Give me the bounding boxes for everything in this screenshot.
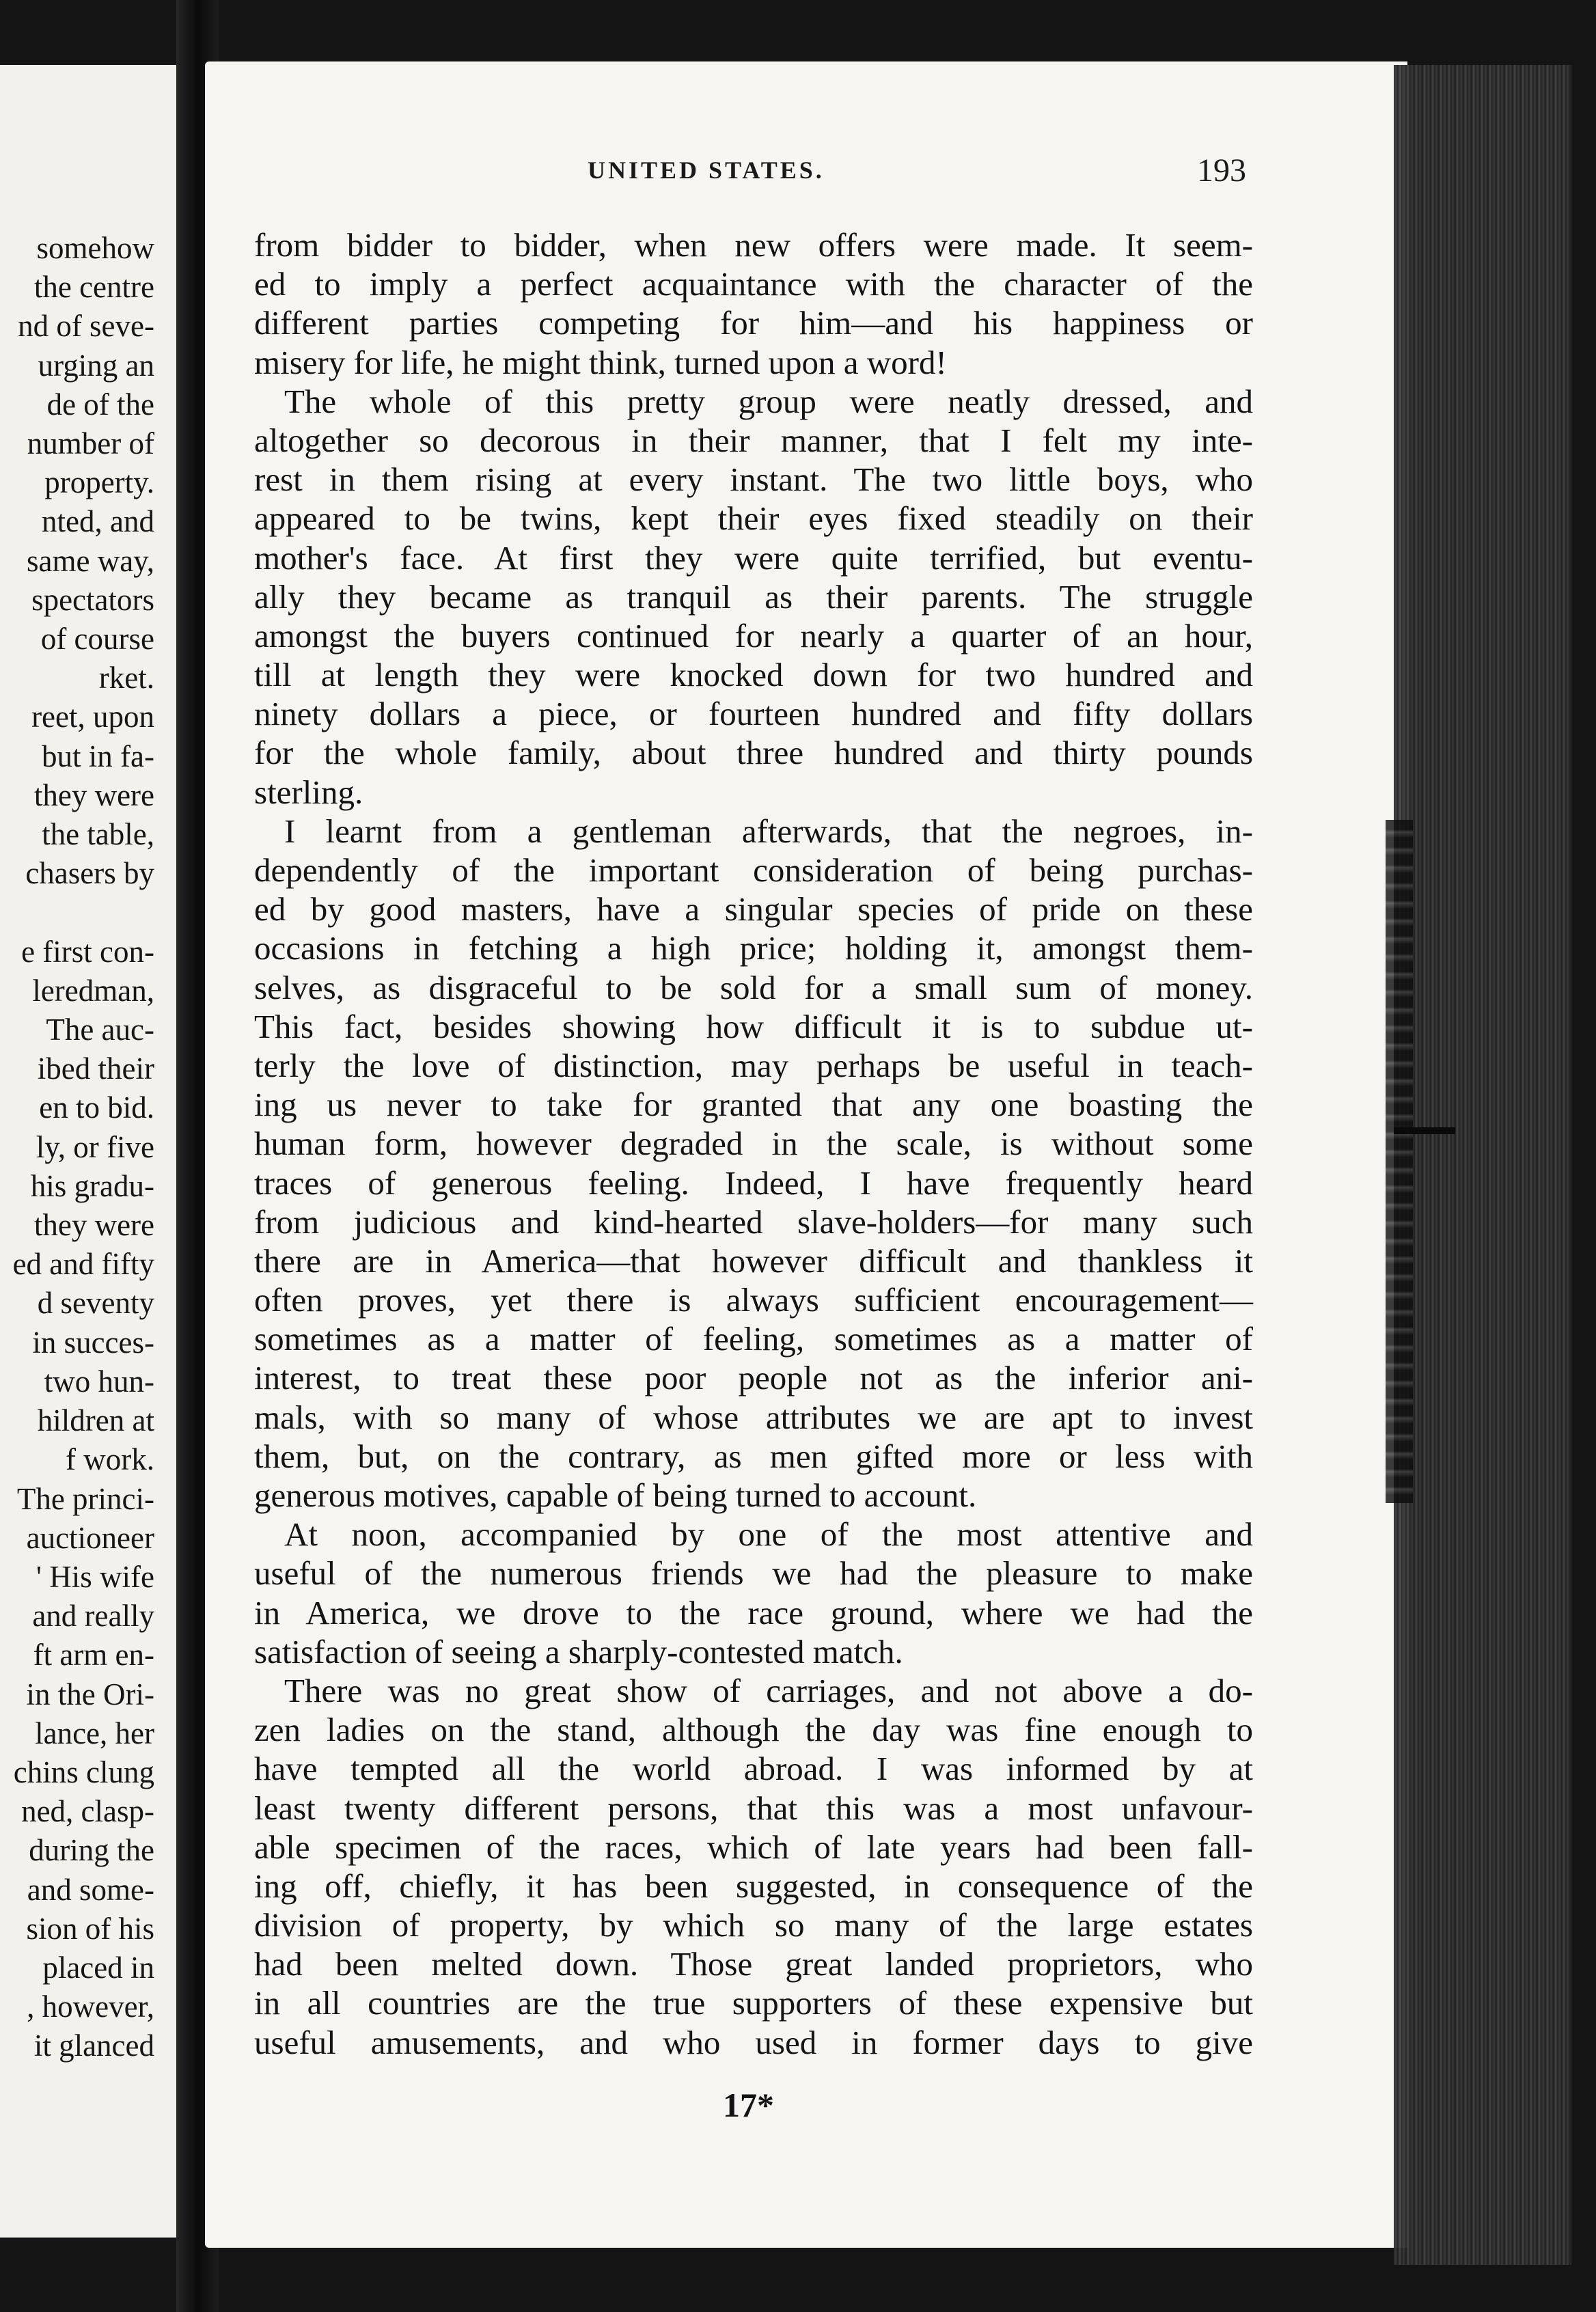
text-line: satisfaction of seeing a sharply-contested match. — [254, 1632, 903, 1670]
left-line: the centre — [33, 270, 154, 305]
text-line: least twenty different persons, that this was a most unfavour- — [254, 1789, 1253, 1827]
left-line: chasers by — [25, 856, 154, 891]
text-line: There was no great show of carriages, and not above a do- — [284, 1671, 1253, 1709]
text-line: human form, however degraded in the scale, is without some — [254, 1125, 1253, 1163]
left-line: number of — [27, 426, 154, 461]
left-line: property. — [44, 465, 154, 500]
left-line: , however, — [27, 1990, 154, 2024]
text-line: terly the love of distinction, may perhaps be useful in teach- — [254, 1046, 1253, 1084]
left-line: somehow — [36, 231, 154, 265]
left-line: sion of his — [26, 1911, 154, 1946]
text-line: mother's face. At first they were quite terrified, but eventu- — [254, 538, 1253, 577]
text-line: in all countries are the true supporters of these expensive but — [254, 1984, 1253, 2022]
left-line: placed in — [42, 1950, 154, 1985]
text-line: selves, as disgraceful to be sold for a small sum of money. — [254, 968, 1253, 1006]
left-line: his gradu- — [30, 1168, 154, 1203]
text-line: At noon, accompanied by one of the most attentive and — [284, 1515, 1253, 1554]
text-line: different parties competing for him—and his happiness or — [254, 304, 1253, 342]
left-line: ly, or five — [36, 1129, 154, 1164]
signature-mark: 17* — [723, 2086, 774, 2124]
left-line — [13, 893, 154, 932]
left-line: during the — [29, 1833, 154, 1868]
left-line: ft arm en- — [33, 1638, 154, 1673]
left-line: ' His wife — [36, 1559, 154, 1594]
text-line: altogether so decorous in their manner, that I felt my inte- — [254, 421, 1253, 459]
text-line: generous motives, capable of being turned to account. — [254, 1476, 977, 1514]
text-line: interest, to treat these poor people not as the inferior ani- — [254, 1359, 1253, 1397]
text-line: there are in America—that however difficult and thankless it — [254, 1241, 1253, 1280]
text-line: occasions in fetching a high price; holding it, amongst them- — [254, 929, 1253, 967]
left-page — [0, 65, 176, 2238]
text-line: from bidder to bidder, when new offers were made. It seem- — [254, 226, 1253, 264]
left-line: ed and fifty — [12, 1247, 154, 1282]
text-line: ing us never to take for granted that any one boasting the — [254, 1086, 1253, 1124]
left-line: rket. — [98, 661, 154, 696]
text-line: misery for life, he might think, turned upon a word! — [254, 343, 947, 381]
left-line: of course — [40, 622, 154, 657]
left-line: in succes- — [32, 1325, 154, 1360]
left-line: they were — [33, 1208, 154, 1243]
page-number: 193 — [1197, 152, 1246, 189]
edge-marks — [1386, 820, 1413, 1503]
left-line: e first con- — [21, 934, 154, 969]
left-line: leredman, — [32, 973, 154, 1008]
text-line: appeared to be twins, kept their eyes fixed steadily on their — [254, 499, 1253, 538]
left-line: in the Ori- — [26, 1677, 154, 1711]
text-line: ed to imply a perfect acquaintance with the character of the — [254, 265, 1253, 303]
text-line: in America, we drove to the race ground, where we had the — [254, 1593, 1253, 1632]
text-line: have tempted all the world abroad. I was informed by at — [254, 1750, 1253, 1788]
left-line: en to bid. — [39, 1090, 154, 1125]
left-line: ibed their — [37, 1051, 154, 1086]
text-line: sterling. — [254, 773, 363, 811]
left-line: the table, — [42, 817, 154, 852]
text-line: This fact, besides showing how difficult it is to subdue ut- — [254, 1007, 1253, 1045]
text-line: zen ladies on the stand, although the day was fine enough to — [254, 1711, 1253, 1749]
text-line: them, but, on the contrary, as men gifted more or less with — [254, 1437, 1253, 1475]
text-line: amongst the buyers continued for nearly a quarter of an hour, — [254, 616, 1253, 655]
text-line: useful amusements, and who used in former days to give — [254, 2023, 1253, 2061]
text-line: able specimen of the races, which of late years had been fall- — [254, 1828, 1253, 1866]
text-line: ninety dollars a piece, or fourteen hundred and fifty dollars — [254, 695, 1253, 733]
left-line: and some- — [27, 1872, 154, 1907]
left-line: d seventy — [37, 1286, 154, 1321]
left-line: The princi- — [16, 1481, 154, 1516]
left-line: it glanced — [33, 2028, 154, 2063]
text-line: ally they became as tranquil as their parents. The struggle — [254, 577, 1253, 616]
left-page-text — [13, 229, 154, 2066]
left-line: chins clung — [13, 1754, 154, 1789]
left-line: nted, and — [42, 504, 154, 539]
text-line: from judicious and kind-hearted slave-holders—for many such — [254, 1202, 1253, 1241]
text-line: dependently of the important consideration of being purchas- — [254, 851, 1253, 889]
text-line: had been melted down. Those great landed proprietors, who — [254, 1945, 1253, 1983]
edge-tick — [1394, 1127, 1455, 1134]
text-line: sometimes as a matter of feeling, sometimes as a matter of — [254, 1320, 1253, 1358]
page-edges — [1394, 65, 1571, 2265]
text-line: division of property, by which so many of the large estates — [254, 1906, 1253, 1944]
text-line: useful of the numerous friends we had the pleasure to make — [254, 1554, 1253, 1593]
text-line: till at length they were knocked down for two hundred and — [254, 656, 1253, 694]
text-line: rest in them rising at every instant. The two little boys, who — [254, 460, 1253, 499]
left-line: and really — [32, 1599, 154, 1634]
left-line: auctioneer — [26, 1520, 154, 1555]
left-line: urging an — [38, 348, 154, 383]
left-line: hildren at — [37, 1403, 154, 1438]
left-line: nd of seve- — [18, 309, 154, 344]
running-title: UNITED STATES. — [588, 156, 825, 184]
left-line: same way, — [26, 543, 154, 578]
left-line: they were — [33, 777, 154, 812]
left-line: lance, her — [35, 1716, 154, 1750]
left-line: spectators — [31, 582, 154, 617]
text-line: ed by good masters, have a singular species of pride on these — [254, 890, 1253, 928]
left-line: f work. — [66, 1442, 154, 1477]
left-line: but in fa- — [42, 739, 154, 773]
left-line: de of the — [46, 387, 154, 422]
text-line: ing off, chiefly, it has been suggested, in consequence of the — [254, 1867, 1253, 1905]
text-line: traces of generous feeling. Indeed, I have frequently heard — [254, 1164, 1253, 1202]
left-line: reet, upon — [31, 700, 154, 734]
text-line: The whole of this pretty group were neatly dressed, and — [284, 382, 1253, 420]
left-line: The auc- — [46, 1013, 154, 1047]
text-line: often proves, yet there is always sufficient encouragement— — [254, 1281, 1253, 1319]
left-line: ned, clasp- — [21, 1794, 154, 1829]
left-line: two hun- — [44, 1364, 154, 1399]
text-line: I learnt from a gentleman afterwards, that the negroes, in- — [284, 812, 1253, 850]
body-text — [254, 225, 1253, 2062]
text-line: for the whole family, about three hundred and thirty pounds — [254, 734, 1253, 772]
text-line: mals, with so many of whose attributes we are apt to invest — [254, 1398, 1253, 1436]
